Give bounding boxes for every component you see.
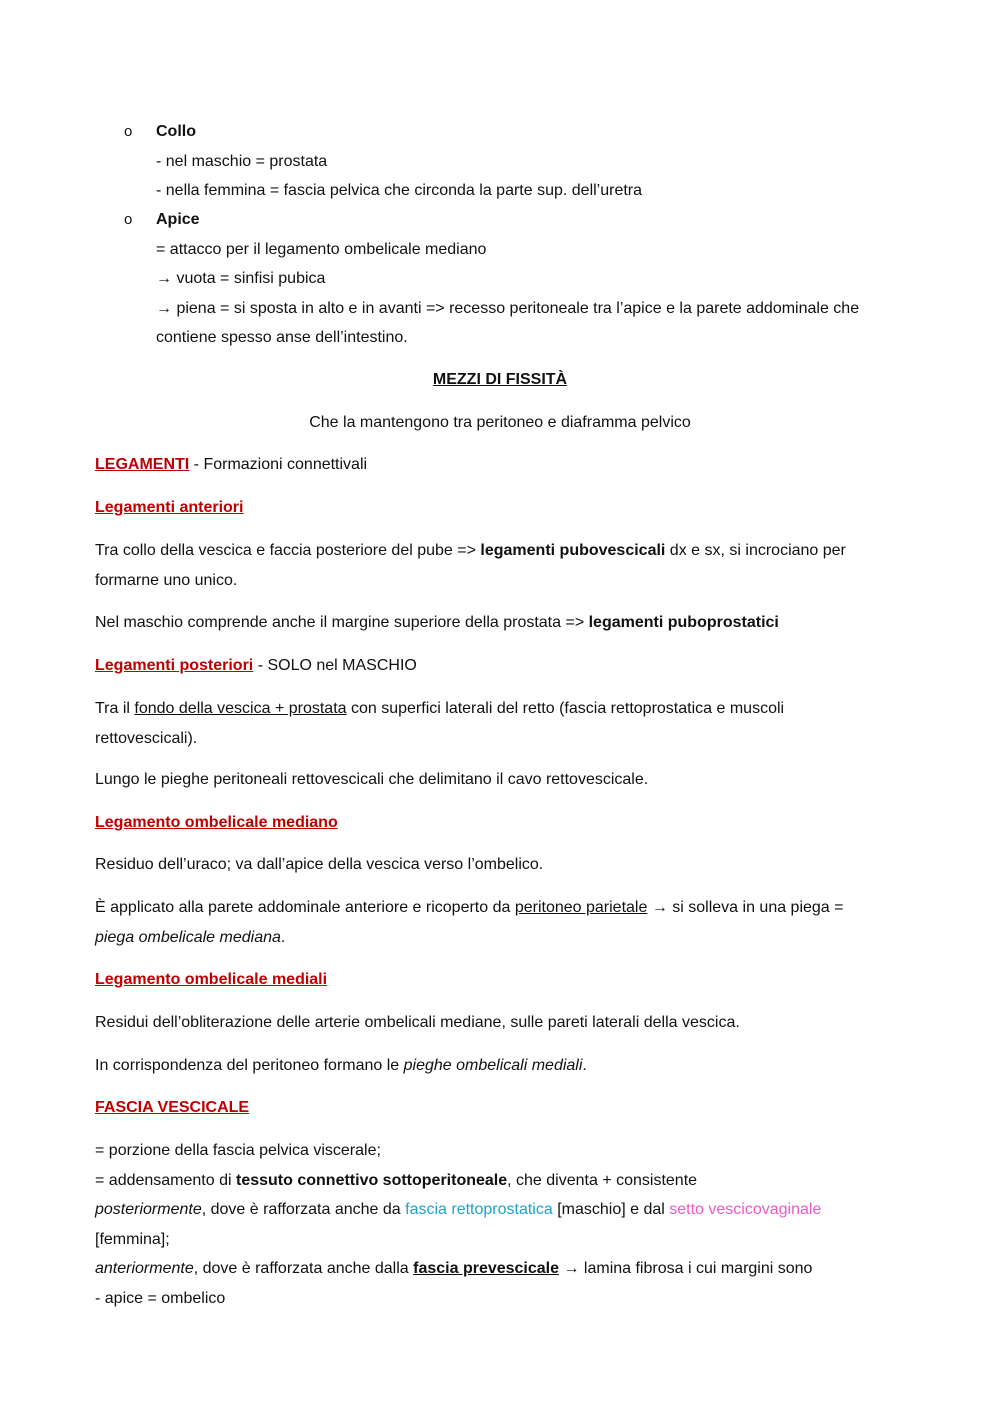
mediali-heading: Legamento ombelicale mediali xyxy=(95,971,328,988)
posteriori-paragraph-2: Lungo le pieghe peritoneali rettovescicali che delimitano il cavo rettovescicale. xyxy=(95,771,649,788)
mediano-paragraph-2: È applicato alla parete addominale anteriore e ricoperto da peritoneo parietale → si solleva in una piega = piega ombelicale mediana. xyxy=(95,899,844,946)
apice-title: Apice xyxy=(156,211,200,228)
anteriori-heading: Legamenti anteriori xyxy=(95,499,244,516)
fascia-body: = porzione della fascia pelvica viscerale; = addensamento di tessuto connettivo sottoperitoneale, che diventa + consistente posteriormente, dove è rafforzata anche da fascia rettoprostatica [maschio] e dal setto vescicovaginale [femmina]; anteriormente, dove è rafforzata anche dalla fascia prevescicale → lamina fibrosa i cui margini sono - apice = ombelico xyxy=(95,1142,822,1307)
apice-line-2: → vuota = sinfisi pubica xyxy=(156,270,326,287)
apice-line-3: → piena = si sposta in alto e in avanti => recesso peritoneale tra l’apice e la parete addominale che xyxy=(156,299,860,317)
circle-bullet-icon: o xyxy=(124,123,133,140)
arrow-right-icon: → xyxy=(156,270,172,287)
apice-line-1: = attacco per il legamento ombelicale mediano xyxy=(156,240,487,258)
arrow-right-icon: → xyxy=(156,299,172,317)
collo-line-2: - nella femmina = fascia pelvica che circonda la parte sup. dell’uretra xyxy=(156,182,643,199)
mediali-paragraph-2: In corrispondenza del peritoneo formano le pieghe ombelicali mediali. xyxy=(95,1057,587,1074)
mediano-paragraph-1: Residuo dell’uraco; va dall’apice della vescica verso l’ombelico. xyxy=(95,856,544,873)
mediali-paragraph-1: Residui dell’obliterazione delle arterie ombelicali mediane, sulle pareti laterali della vescica. xyxy=(95,1014,740,1031)
apice-line-4: contiene spesso anse dell’intestino. xyxy=(156,329,408,346)
bullet-apice xyxy=(124,205,924,353)
posteriori-paragraph-1: Tra il fondo della vescica + prostata con superfici laterali del retto (fascia rettoprostatica e muscoli rettovescicali). xyxy=(95,700,785,747)
arrow-right-icon: → xyxy=(647,899,673,916)
posteriori-heading: Legamenti posteriori - SOLO nel MASCHIO xyxy=(95,657,417,674)
section-title: MEZZI DI FISSITÀ xyxy=(432,371,568,388)
collo-title: Collo xyxy=(156,123,196,140)
bullet-collo xyxy=(124,117,924,206)
anteriori-paragraph-2: Nel maschio comprende anche il margine superiore della prostata => legamenti puboprostatici xyxy=(95,614,779,631)
circle-bullet-icon: o xyxy=(124,211,133,228)
legamenti-heading: LEGAMENTI - Formazioni connettivali xyxy=(95,456,368,473)
arrow-right-icon: → xyxy=(559,1260,584,1277)
fascia-heading: FASCIA VESCICALE xyxy=(95,1099,250,1116)
section-subtitle: Che la mantengono tra peritoneo e diaframma pelvico xyxy=(309,414,691,431)
collo-line-1: - nel maschio = prostata xyxy=(156,152,328,170)
mediano-heading: Legamento ombelicale mediano xyxy=(95,814,338,831)
anteriori-paragraph-1: Tra collo della vescica e faccia posteriore del pube => legamenti pubovescicali dx e sx, si incrociano per formarne uno unico. xyxy=(95,542,846,589)
